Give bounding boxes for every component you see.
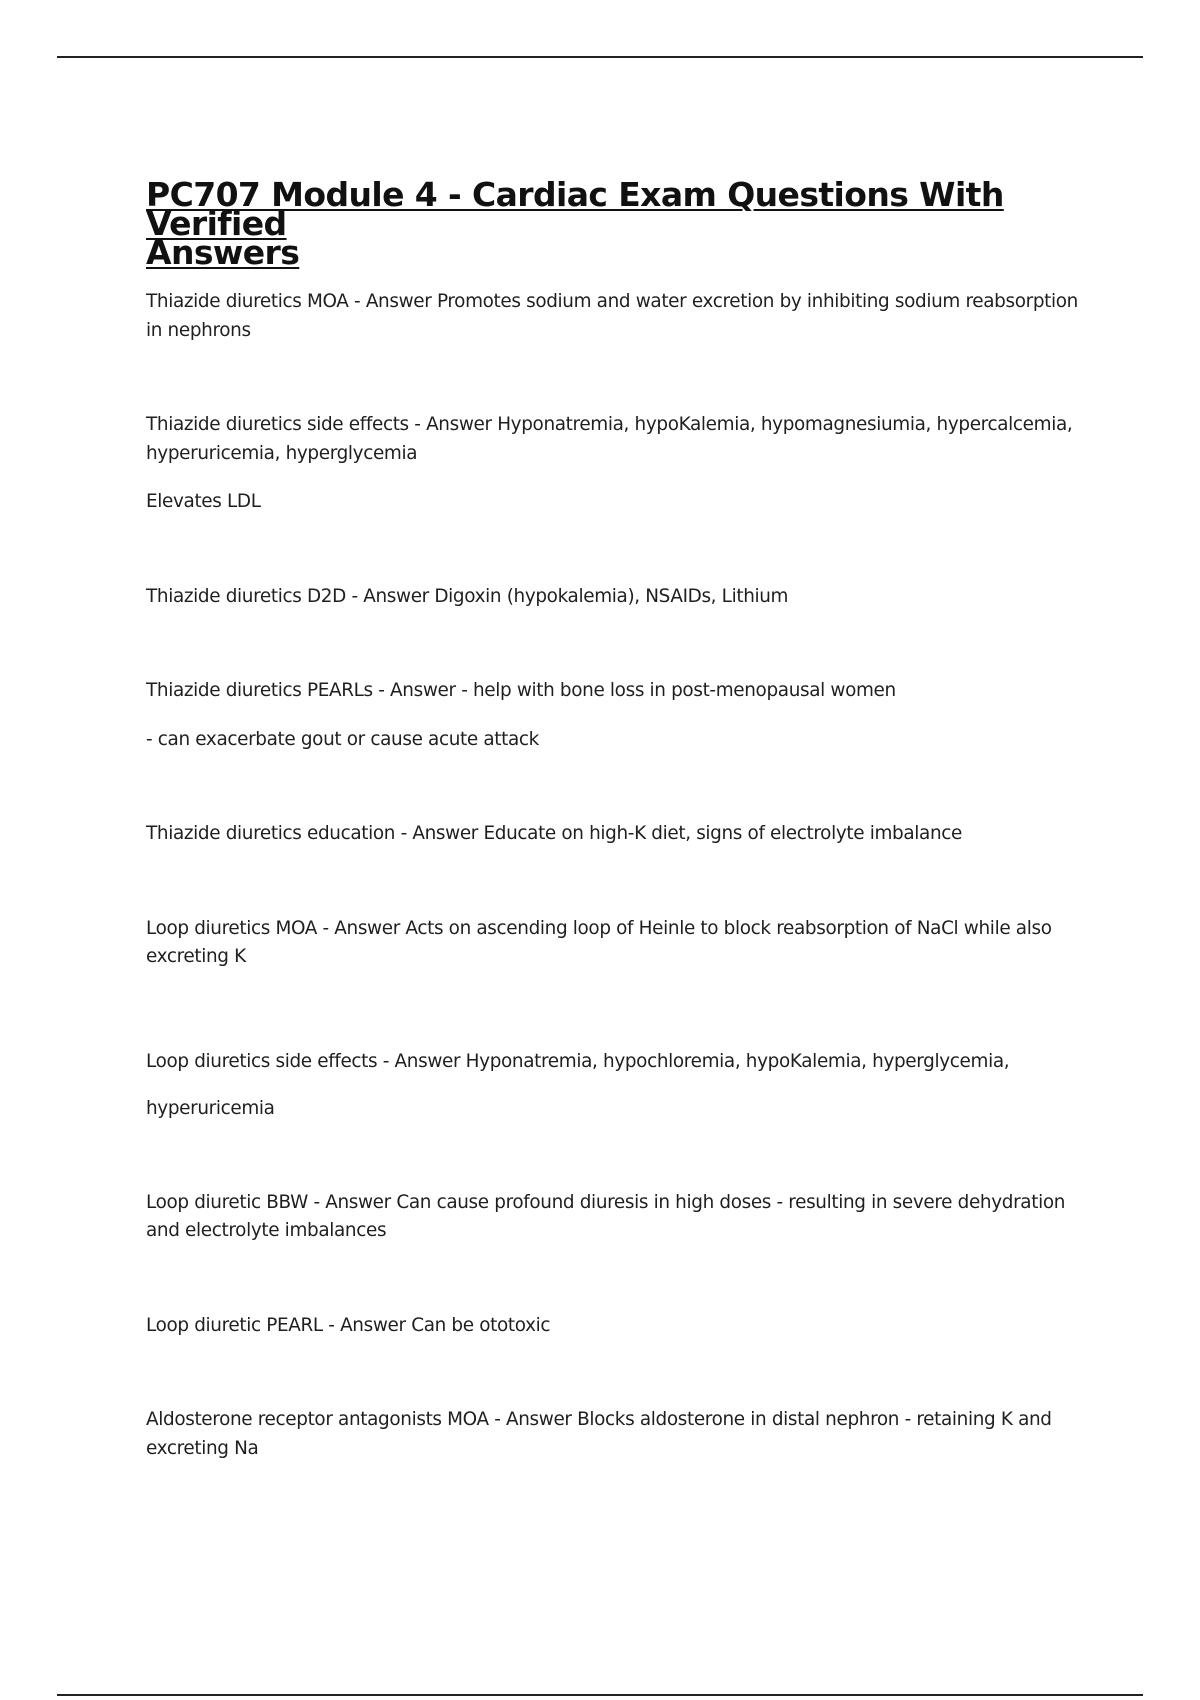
- qa-text: Loop diuretics MOA - Answer Acts on ascending loop of Heinle to block reabsorption of NaCl while also excreting K: [146, 917, 1052, 967]
- qa-text: Thiazide diuretics MOA - Answer Promotes sodium and water excretion by inhibiting sodium reabsorption in nephrons: [146, 291, 1078, 341]
- qa-item-loop-pearl: [146, 1312, 1086, 1341]
- title-line-1: PC707 Module 4 - Cardiac Exam Questions With Verified: [146, 175, 1004, 243]
- title-line-2: Answers: [146, 233, 300, 272]
- spacer: [146, 849, 1086, 915]
- qa-text-continued: Elevates LDL: [146, 491, 261, 512]
- qa-text: Thiazide diuretics D2D - Answer Digoxin (hypokalemia), NSAIDs, Lithium: [146, 585, 789, 607]
- qa-item-loop-side-effects: [146, 1038, 1086, 1132]
- spacer: [146, 517, 1086, 583]
- qa-item-thiazide-moa: [146, 288, 1086, 345]
- qa-text: Thiazide diuretics education - Answer Educate on high-K diet, signs of electrolyte imbalance: [146, 823, 962, 844]
- qa-text: Loop diuretic BBW - Answer Can cause profound diuresis in high doses - resulting in severe dehydration and electrolyte imbalances: [146, 1191, 1066, 1241]
- qa-item-loop-bbw: [146, 1189, 1086, 1246]
- qa-text: Loop diuretic PEARL - Answer Can be ototoxic: [146, 1314, 551, 1336]
- qa-item-thiazide-education: [146, 820, 1086, 849]
- qa-text-continued: hyperuricemia: [146, 1097, 275, 1119]
- footer-divider: [57, 1694, 1143, 1696]
- qa-text: Thiazide diuretics side effects - Answer Hyponatremia, hypoKalemia, hypomagnesiumia, hypercalcemia, hyperuricemia, hyperglycemia: [146, 414, 1073, 464]
- spacer: [146, 972, 1086, 1038]
- qa-item-thiazide-pearls: [146, 677, 1086, 754]
- spacer: [146, 345, 1086, 411]
- qa-text-continued: - can exacerbate gout or cause acute attack: [146, 728, 539, 750]
- qa-item-thiazide-d2d: [146, 583, 1086, 612]
- spacer: [146, 754, 1086, 820]
- qa-item-thiazide-side-effects: [146, 411, 1086, 517]
- qa-text: Loop diuretics side effects - Answer Hyponatremia, hypochloremia, hypoKalemia, hyperglycemia,: [146, 1050, 1010, 1072]
- qa-item-aldosterone-moa: [146, 1406, 1086, 1463]
- qa-text: Aldosterone receptor antagonists MOA - Answer Blocks aldosterone in distal nephron - retaining K and excreting Na: [146, 1409, 1052, 1459]
- document-title: [146, 175, 1086, 272]
- spacer: [146, 611, 1086, 677]
- spacer: [146, 1132, 1086, 1189]
- qa-item-loop-moa: [146, 915, 1086, 972]
- spacer: [146, 1340, 1086, 1406]
- qa-list: [146, 288, 1086, 1463]
- spacer: [146, 1246, 1086, 1312]
- document-body: [146, 175, 1086, 1463]
- qa-text: Thiazide diuretics PEARLs - Answer - help with bone loss in post-menopausal women: [146, 680, 896, 701]
- header-divider: [57, 56, 1143, 58]
